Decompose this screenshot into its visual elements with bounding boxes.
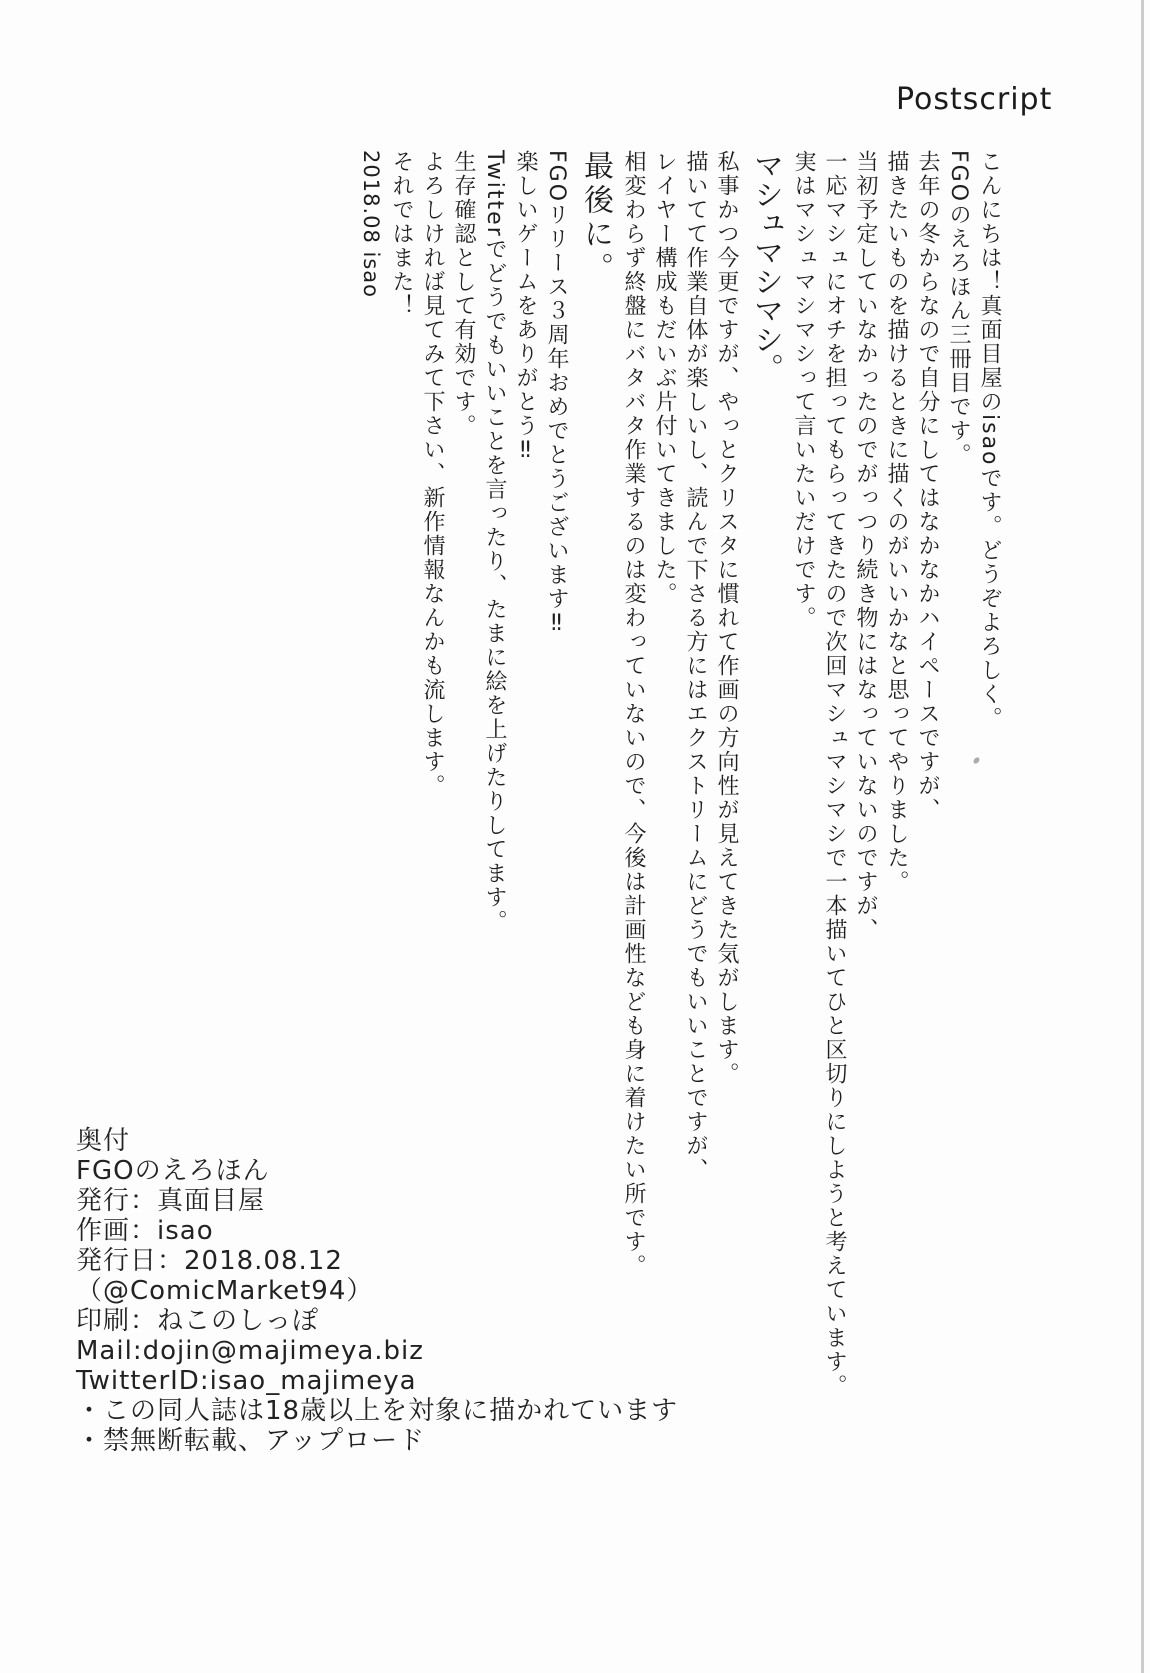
colophon-mail: Mail:dojin@majimeya.biz: [76, 1336, 424, 1366]
colophon-artist: 作画：isao: [76, 1216, 214, 1246]
afterword-line-10: 描いてて作業自体が楽しいし、読んで下さる方にはエクストリームにどうでもいいことですが、: [683, 150, 708, 1182]
afterword-line-12: 相変わらず終盤にバタバタ作業するのは変わっていないので、今後は計画性なども身に着けたい所です。: [621, 150, 646, 1278]
afterword-line-14: FGOリリース３周年おめでとうございます‼: [544, 150, 569, 639]
afterword-line-18: よろしければ見てみて下さい、新作情報なんかも流します。: [420, 150, 445, 798]
afterword-line-16: Twitterでどうでもいいことを言ったり、たまに絵を上げたりしてます。: [482, 150, 507, 934]
scan-edge-line: [1141, 0, 1144, 1673]
afterword-line-7: 実はマシュマシマシって言いたいだけです。: [791, 150, 816, 630]
afterword-line-6: 一応マシュにオチを担ってもらってきたので次回マシュマシマシで一本描いてひと区切りにしようと考えています。: [822, 150, 847, 1398]
colophon-printer: 印刷：ねこのしっぽ: [76, 1306, 320, 1336]
colophon-book-title: FGOのえろほん: [76, 1156, 270, 1186]
colophon-notice-no-repost: ・禁無断転載、アップロード: [76, 1426, 426, 1456]
afterword-line-2: FGOのえろほん三冊目です。: [946, 150, 971, 468]
afterword-subheading-lastly: 最後に。: [578, 150, 613, 286]
afterword-line-4: 描きたいものを描けるときに描くのがいいかなと思ってやりました。: [884, 150, 909, 894]
afterword-line-15: 楽しいゲームをありがとう‼: [513, 150, 538, 465]
colophon-publisher: 発行：真面目屋: [76, 1186, 266, 1216]
afterword-date-signature: 2018.08 isao: [359, 150, 383, 299]
colophon-section-label: 奥付: [76, 1126, 131, 1156]
postscript-heading: Postscript: [896, 82, 1053, 117]
colophon-twitter-id: TwitterID:isao_majimeya: [76, 1366, 417, 1396]
afterword-line-9: 私事かつ今更ですが、やっとクリスタに慣れて作画の方向性が見えてきた気がします。: [714, 150, 739, 1086]
colophon-block: [76, 1126, 678, 1456]
afterword-line-19: それではまた！: [389, 150, 414, 318]
afterword-subheading-mash: マシュマシマシ。: [748, 150, 783, 382]
afterword-line-17: 生存確認として有効です。: [451, 150, 476, 438]
afterword-line-11: レイヤー構成もだいぶ片付いてきました。: [652, 150, 677, 606]
afterword-line-5: 当初予定していなかったのでがっつり続き物にはなっていないのですが、: [853, 150, 878, 942]
afterword-line-3: 去年の冬からなので自分にしてはなかなかハイペースですが、: [915, 150, 940, 822]
colophon-date: 発行日：2018.08.12: [76, 1246, 343, 1276]
afterword-line-1: こんにちは！真面目屋のisaoです。どうぞよろしく。: [977, 150, 1002, 731]
colophon-event: （@ComicMarket94）: [76, 1276, 374, 1306]
colophon-notice-age: ・この同人誌は18歳以上を対象に描かれています: [76, 1396, 679, 1426]
